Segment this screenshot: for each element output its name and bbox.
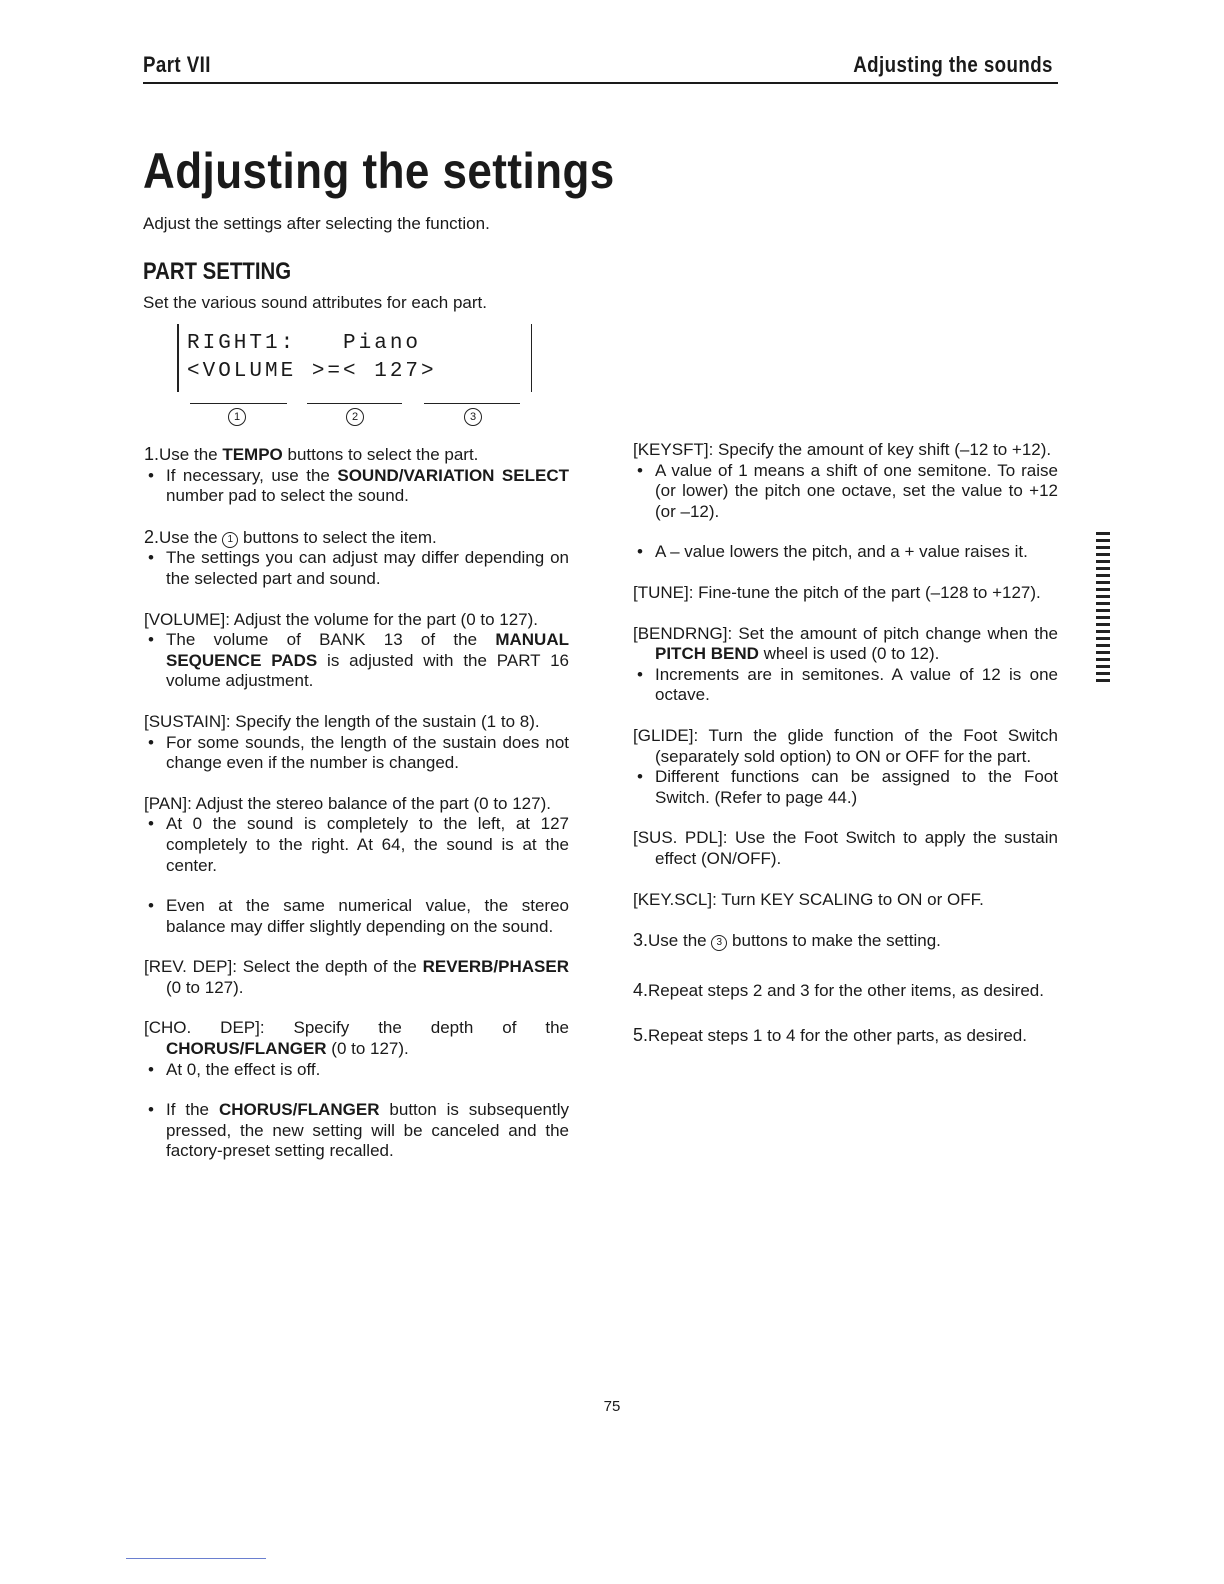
keyshift-item: [KEYSFT]: Specify the amount of key shift (–12 to +12). • A value of 1 means a shift of one semitone. To raise (or lower) the pitch one octave, set the value to +12 (or –12). • A – value lowers the pitch, and a + value raises it.	[633, 440, 1058, 563]
button-3-icon: 3	[711, 935, 727, 951]
volume-item: [VOLUME]: Adjust the volume for the part (0 to 127). • The volume of BANK 13 of the MANUAL SEQUENCE PADS is adjusted with the PART 16 volume adjustment.	[144, 610, 569, 692]
lcd-marker-2: 2	[340, 408, 370, 426]
left-column	[144, 444, 569, 1182]
step-3: 3.Use the 3 buttons to make the setting.	[633, 930, 941, 951]
step-4: 4.Repeat steps 2 and 3 for the other items, as desired.	[633, 979, 1044, 1000]
page-title: Adjusting the settings	[143, 143, 615, 199]
section-heading: PART SETTING	[143, 258, 292, 285]
reverb-depth-item: [REV. DEP]: Select the depth of the REVERB/PHASER (0 to 127).	[144, 957, 569, 997]
step-1-note: • If necessary, use the SOUND/VARIATION SELECT number pad to select the sound.	[144, 466, 569, 507]
lcd-underline-1	[190, 403, 287, 404]
step-2: 2.Use the 1 buttons to select the item. • The settings you can adjust may differ depending on the selected part and sound.	[144, 527, 569, 590]
lcd-line-1: RIGHT1: Piano	[187, 332, 422, 355]
pan-item: [PAN]: Adjust the stereo balance of the part (0 to 127). • At 0 the sound is completely to the left, at 127 completely to the right. At 64, the sound is at the center. • Even at the same numerical value, the stereo balance may differ slightly depending on the sound.	[144, 794, 569, 938]
button-1-icon: 1	[222, 532, 238, 548]
tune-item: [TUNE]: Fine-tune the pitch of the part (–128 to +127).	[633, 582, 1041, 602]
scan-line	[126, 1558, 266, 1559]
sustain-item: [SUSTAIN]: Specify the length of the sustain (1 to 8). • For some sounds, the length of the sustain does not change even if the number is changed.	[144, 712, 569, 774]
thumb-index-marks	[1096, 532, 1110, 686]
glide-item: [GLIDE]: Turn the glide function of the Foot Switch (separately sold option) to ON or OFF for the part. • Different functions can be assigned to the Foot Switch. (Refer to page 44.)	[633, 726, 1058, 808]
lcd-line-2: <VOLUME >=< 127>	[187, 360, 437, 383]
chorus-depth-item: [CHO. DEP]: Specify the depth of the CHORUS/FLANGER (0 to 127). • At 0, the effect is off. • If the CHORUS/FLANGER button is subsequently pressed, the new setting will be canceled and the factory-preset setting recalled.	[144, 1018, 569, 1162]
lcd-display	[177, 324, 532, 392]
key-scaling-item: [KEY.SCL]: Turn KEY SCALING to ON or OFF.	[633, 889, 984, 909]
header-part-label: Part VII	[143, 52, 211, 77]
sustain-pedal-item: [SUS. PDL]: Use the Foot Switch to apply the sustain effect (ON/OFF).	[633, 828, 1058, 868]
header-section-label: Adjusting the sounds	[853, 52, 1053, 77]
bend-range-item: [BENDRNG]: Set the amount of pitch change when the PITCH BEND wheel is used (0 to 12). • Increments are in semitones. A value of 12 is one octave.	[633, 624, 1058, 706]
section-lead: Set the various sound attributes for each part.	[143, 293, 487, 312]
header-rule	[143, 82, 1058, 84]
step-2-note: • The settings you can adjust may differ depending on the selected part and sound.	[144, 548, 569, 589]
step-5: 5.Repeat steps 1 to 4 for the other parts, as desired.	[633, 1025, 1027, 1046]
intro-text: Adjust the settings after selecting the function.	[143, 214, 490, 233]
step-1: 1.Use the TEMPO buttons to select the part. • If necessary, use the SOUND/VARIATION SELECT number pad to select the sound.	[144, 444, 569, 507]
lcd-marker-1: 1	[222, 408, 252, 426]
right-column	[633, 440, 1058, 1067]
lcd-underline-2	[307, 403, 402, 404]
lcd-marker-3: 3	[458, 408, 488, 426]
page-number: 75	[603, 1398, 621, 1415]
lcd-underline-3	[424, 403, 520, 404]
